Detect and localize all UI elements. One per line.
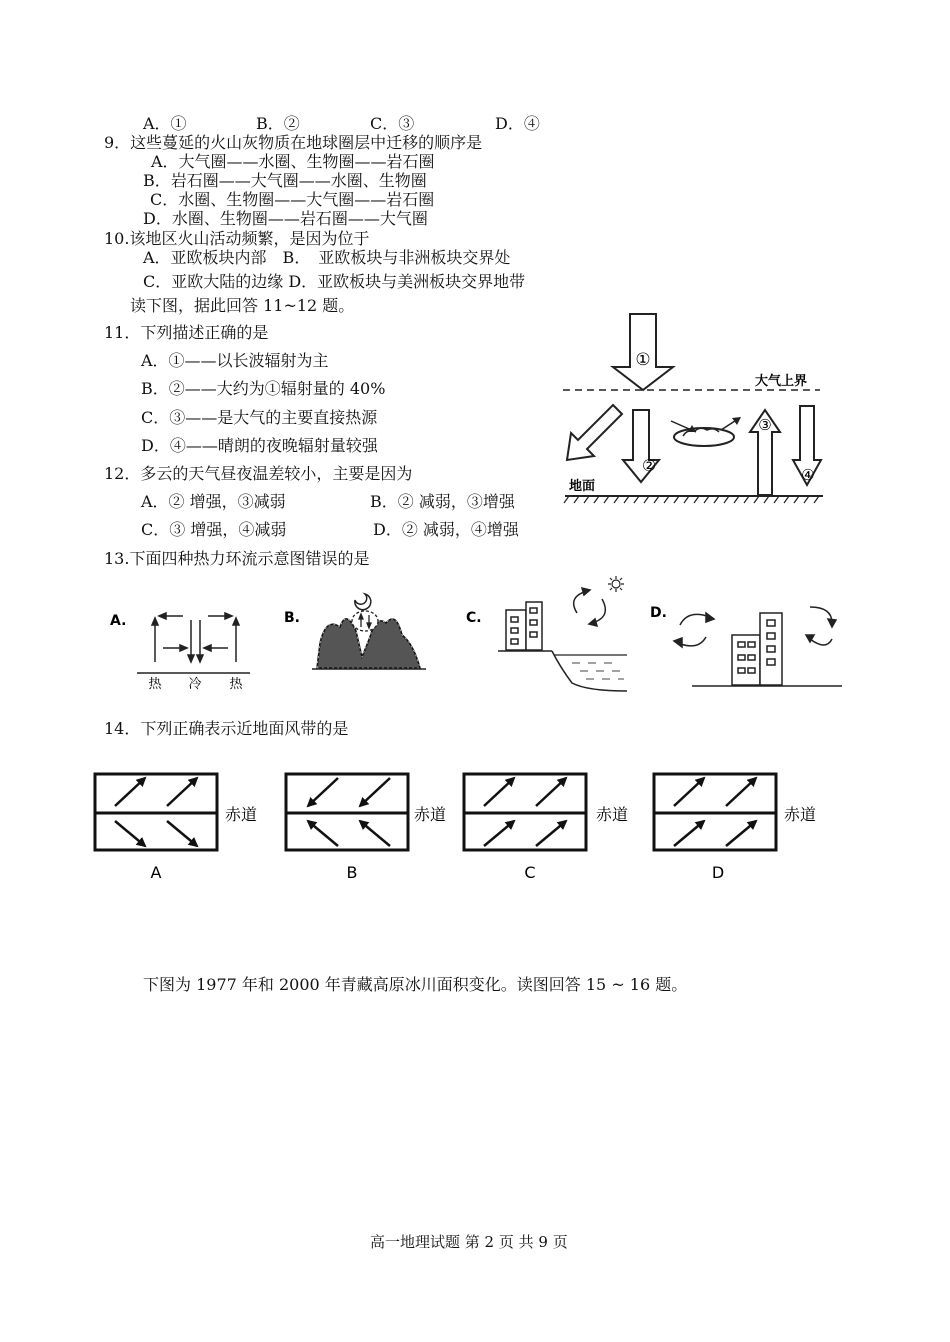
cold-label: 冷 xyxy=(188,677,202,692)
q12-stem: 12．多云的天气昼夜温差较小，主要是因为 xyxy=(104,464,413,483)
q8-option-a: A．① xyxy=(143,114,187,133)
ground-label: 地面 xyxy=(569,479,596,494)
q12-option-c: C．③ 增强，④减弱 xyxy=(141,520,287,539)
q10-options-cd: C．亚欧大陆的边缘 D．亚欧板块与美洲板块交界地带 xyxy=(143,272,526,291)
building-icon xyxy=(506,602,542,650)
wind-belt-figure xyxy=(90,768,850,888)
q9-option-a: A．大气圈——水圈、生物圈——岩石圈 xyxy=(151,152,435,171)
q8-option-d: D．④ xyxy=(495,114,540,133)
label-d: D xyxy=(711,863,725,882)
sea-waves xyxy=(572,663,624,679)
circulation-figure-d xyxy=(646,595,851,695)
wind-box-d xyxy=(654,774,816,882)
marker-4: ④ xyxy=(801,466,815,484)
q13-stem: 13.下面四种热力环流示意图错误的是 xyxy=(104,549,370,568)
marker-3: ③ xyxy=(758,416,772,434)
q9-stem: 9．这些蔓延的火山灰物质在地球圈层中迁移的顺序是 xyxy=(104,133,483,152)
equator-label-b: 赤道 xyxy=(414,805,447,824)
ground-hatching xyxy=(564,496,819,503)
reflected-arrow-icon xyxy=(567,405,622,460)
q11-option-c: C．③——是大气的主要直接热源 xyxy=(141,408,378,427)
label-a: A. xyxy=(110,613,127,629)
q11-stem: 11．下列描述正确的是 xyxy=(104,323,269,342)
q12-option-d: D．② 减弱，④增强 xyxy=(373,520,519,539)
marker-1: ① xyxy=(635,350,651,370)
label-d: D. xyxy=(650,605,667,621)
q9-option-b: B．岩石圈——大气圈——水圈、生物圈 xyxy=(143,171,427,190)
q9-option-d: D．水圈、生物圈——岩石圈——大气圈 xyxy=(143,209,428,228)
label-a: A xyxy=(150,863,162,882)
q9-option-c: C．水圈、生物圈——大气圈——岩石圈 xyxy=(150,190,435,209)
circulation-arrows-d-left xyxy=(674,613,714,647)
buildings-icon xyxy=(732,613,782,685)
circulation-figure-a xyxy=(105,590,255,690)
q11-option-d: D．④——晴朗的夜晚辐射量较强 xyxy=(141,436,378,455)
marker-2: ② xyxy=(641,456,657,475)
wind-box-c xyxy=(464,774,628,882)
equator-label-c: 赤道 xyxy=(596,805,629,824)
q11-option-b: B．②——大约为①辐射量的 40% xyxy=(141,379,386,398)
label-c: C. xyxy=(466,610,482,626)
intro-15-16: 下图为 1977 年和 2000 年青藏高原冰川面积变化。读图回答 15 ~ 16 题。 xyxy=(143,975,688,994)
cloud-icon xyxy=(671,417,741,446)
circulation-loop xyxy=(352,611,378,631)
intro-11-12: 读下图，据此回答 11~12 题。 xyxy=(130,296,355,315)
page-footer: 高一地理试题 第 2 页 共 9 页 xyxy=(370,1233,568,1251)
q12-option-a: A．② 增强，③减弱 xyxy=(141,492,286,511)
q11-option-a: A．①——以长波辐射为主 xyxy=(141,351,329,370)
label-b: B. xyxy=(284,610,300,626)
equator-label-a: 赤道 xyxy=(225,805,258,824)
q8-option-b: B．② xyxy=(256,114,300,133)
hot-label-left: 热 xyxy=(148,677,162,692)
wind-box-a xyxy=(95,774,257,882)
circulation-arrows-a xyxy=(152,613,239,662)
circulation-figure-c xyxy=(462,575,632,695)
moon-icon xyxy=(355,594,371,610)
q14-stem: 14．下列正确表示近地面风带的是 xyxy=(104,719,349,738)
q10-stem: 10.该地区火山活动频繁，是因为位于 xyxy=(104,229,370,248)
label-b: B xyxy=(346,863,358,882)
sun-icon xyxy=(608,576,624,592)
radiation-figure xyxy=(555,310,835,510)
upper-atmosphere-label: 大气上界 xyxy=(755,374,808,389)
hot-label-right: 热 xyxy=(229,677,243,692)
label-c: C xyxy=(524,863,536,882)
q10-options-ab: A．亚欧板块内部 B． 亚欧板块与非洲板块交界处 xyxy=(143,248,511,267)
circulation-arrows-d-right xyxy=(806,607,836,645)
circulation-arrows-c xyxy=(574,588,606,626)
q8-option-c: C．③ xyxy=(370,114,415,133)
circulation-figure-b xyxy=(280,585,435,675)
equator-label-d: 赤道 xyxy=(784,805,817,824)
wind-box-b xyxy=(286,774,446,882)
q12-option-b: B．② 减弱，③增强 xyxy=(370,492,515,511)
